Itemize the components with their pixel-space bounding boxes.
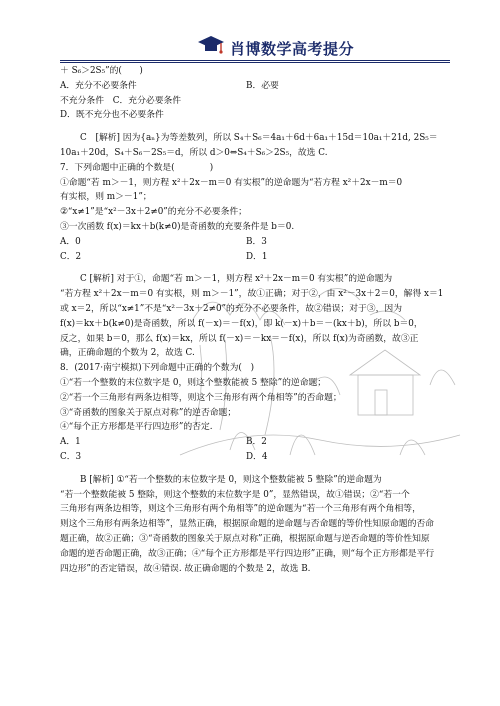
option-a: A．0 bbox=[60, 236, 81, 247]
option-b: B．必要 bbox=[246, 80, 279, 91]
solution-line: 四边形”的否定错误，故④错误. 故正确命题的个数是 2，故选 B. bbox=[60, 563, 311, 574]
text-line: ＋ S₆＞2S₅”的( ) bbox=[60, 66, 143, 76]
statement-line: ③“奇函数的图象关于原点对称”的逆否命题； bbox=[60, 407, 237, 418]
option-b: B．2 bbox=[246, 437, 267, 448]
statement-line: ②“若一个三角形有两条边相等，则这个三角形有两个角相等”的否命题； bbox=[60, 392, 342, 403]
solution-line: 命题的逆否命题正确，故③正确；④“每个正方形都是平行四边形”正确，则“每个正方形都是平行 bbox=[60, 548, 435, 559]
solution-line: f(x)＝kx＋b(k≠0)是奇函数，所以 f(－x)＝－f(x)，即 k(－x)＋b＝－(kx＋b)，所以 b＝0， bbox=[60, 318, 423, 329]
solution-line: 10a₁＋20d，S₄＋S₆－2S₅＝d，所以 d＞0⇔S₄＋S₆＞2S₅，故选 C. bbox=[60, 147, 328, 158]
solution-line: 或 x＝2，所以“x≠1”不是“x²－3x＋2≠0”的充分不必要条件，故②错误；对于③，因为 bbox=[60, 303, 402, 314]
solution-line: “若一个整数能被 5 整除，则这个整数的末位数字是 0”，显然错误，故①错误；②“若一个 bbox=[60, 489, 410, 500]
options-row bbox=[60, 235, 446, 250]
solution-line: B [解析] ①“若一个整数的末位数字是 0，则这个整数能被 5 整除”的逆命题为 bbox=[80, 474, 382, 485]
option-a: A．充分不必要条件 bbox=[60, 80, 137, 91]
header-rule-thin bbox=[60, 62, 450, 63]
solution-line: 题正确，故②正确；③“奇函数的图象关于原点对称”正确，根据原命题与逆否命题的等价性知原 bbox=[60, 533, 430, 544]
statement-line: 有实根，则 m＞－1”； bbox=[60, 192, 152, 203]
brand-title: 肖博数学高考提分 bbox=[230, 40, 355, 58]
options-row bbox=[60, 450, 446, 465]
question-7: 7．下列命题中正确的个数是( ) bbox=[60, 162, 214, 173]
page-header bbox=[0, 0, 500, 68]
option-c: C．3 bbox=[60, 451, 82, 462]
header-rule bbox=[60, 60, 450, 61]
option-b: B．3 bbox=[246, 236, 267, 247]
option-d: D．既不充分也不必要条件 bbox=[60, 110, 164, 121]
solution-line: “若方程 x²＋2x－m＝0 有实根，则 m＞－1”，故①正确；对于②，由 x²－3x＋2＝0，解得 x＝1 bbox=[60, 289, 444, 300]
option-a: A．1 bbox=[60, 437, 81, 448]
solution-line: C [解析] 因为{aₙ}为等差数列，所以 S₄＋S₆＝4a₁＋6d＋6a₁＋15d＝10a₁＋21d, 2S₅＝ bbox=[80, 133, 438, 144]
option-c: C．2 bbox=[60, 251, 82, 262]
statement-line: ②“x≠1”是“x²－3x＋2≠0”的充分不必要条件； bbox=[60, 207, 247, 218]
statement-line: ③一次函数 f(x)＝kx＋b(k≠0)是奇函数的充要条件是 b＝0. bbox=[60, 221, 295, 232]
solution-line: 确，正确命题的个数为 2，故选 C. bbox=[60, 348, 195, 359]
statement-line: ①命题“若 m＞－1，则方程 x²＋2x－m＝0 有实根”的逆命题为“若方程 x²＋2x－m＝0 bbox=[60, 177, 403, 188]
solution-line: 三角形有两条边相等，则这个三角形有两个角相等”的逆命题为“若一个三角形有两个角相等， bbox=[60, 504, 421, 515]
statement-line: ①“若一个整数的末位数字是 0，则这个整数能被 5 整除”的逆命题； bbox=[60, 377, 327, 388]
solution-line: C [解析] 对于①，命题“若 m＞－1，则方程 x²＋2x－m＝0 有实根”的逆命题为 bbox=[80, 274, 393, 285]
statement-line: ④“每个正方形都是平行四边形”的否定. bbox=[60, 422, 213, 433]
option-d: D．1 bbox=[246, 251, 268, 262]
options-row bbox=[60, 79, 446, 94]
text-line: 不充分条件 C．充分必要条件 bbox=[60, 95, 182, 106]
options-row bbox=[60, 435, 446, 450]
solution-line: 反之，如果 b＝0，那么 f(x)＝kx，所以 f(－x)＝－kx＝－f(x)，所以 f(x)为奇函数，故③正 bbox=[60, 333, 419, 344]
mortarboard-logo-icon bbox=[196, 34, 226, 56]
question-8: 8．(2017·南宁模拟)下列命题中正确的个数为( ) bbox=[60, 363, 255, 374]
document-body bbox=[60, 64, 446, 576]
option-d: D．4 bbox=[246, 451, 268, 462]
solution-line: 则这个三角形有两条边相等”，显然正确，根据原命题的逆命题与否命题的等价性知原命题的否命 bbox=[60, 519, 434, 530]
options-row bbox=[60, 250, 446, 265]
